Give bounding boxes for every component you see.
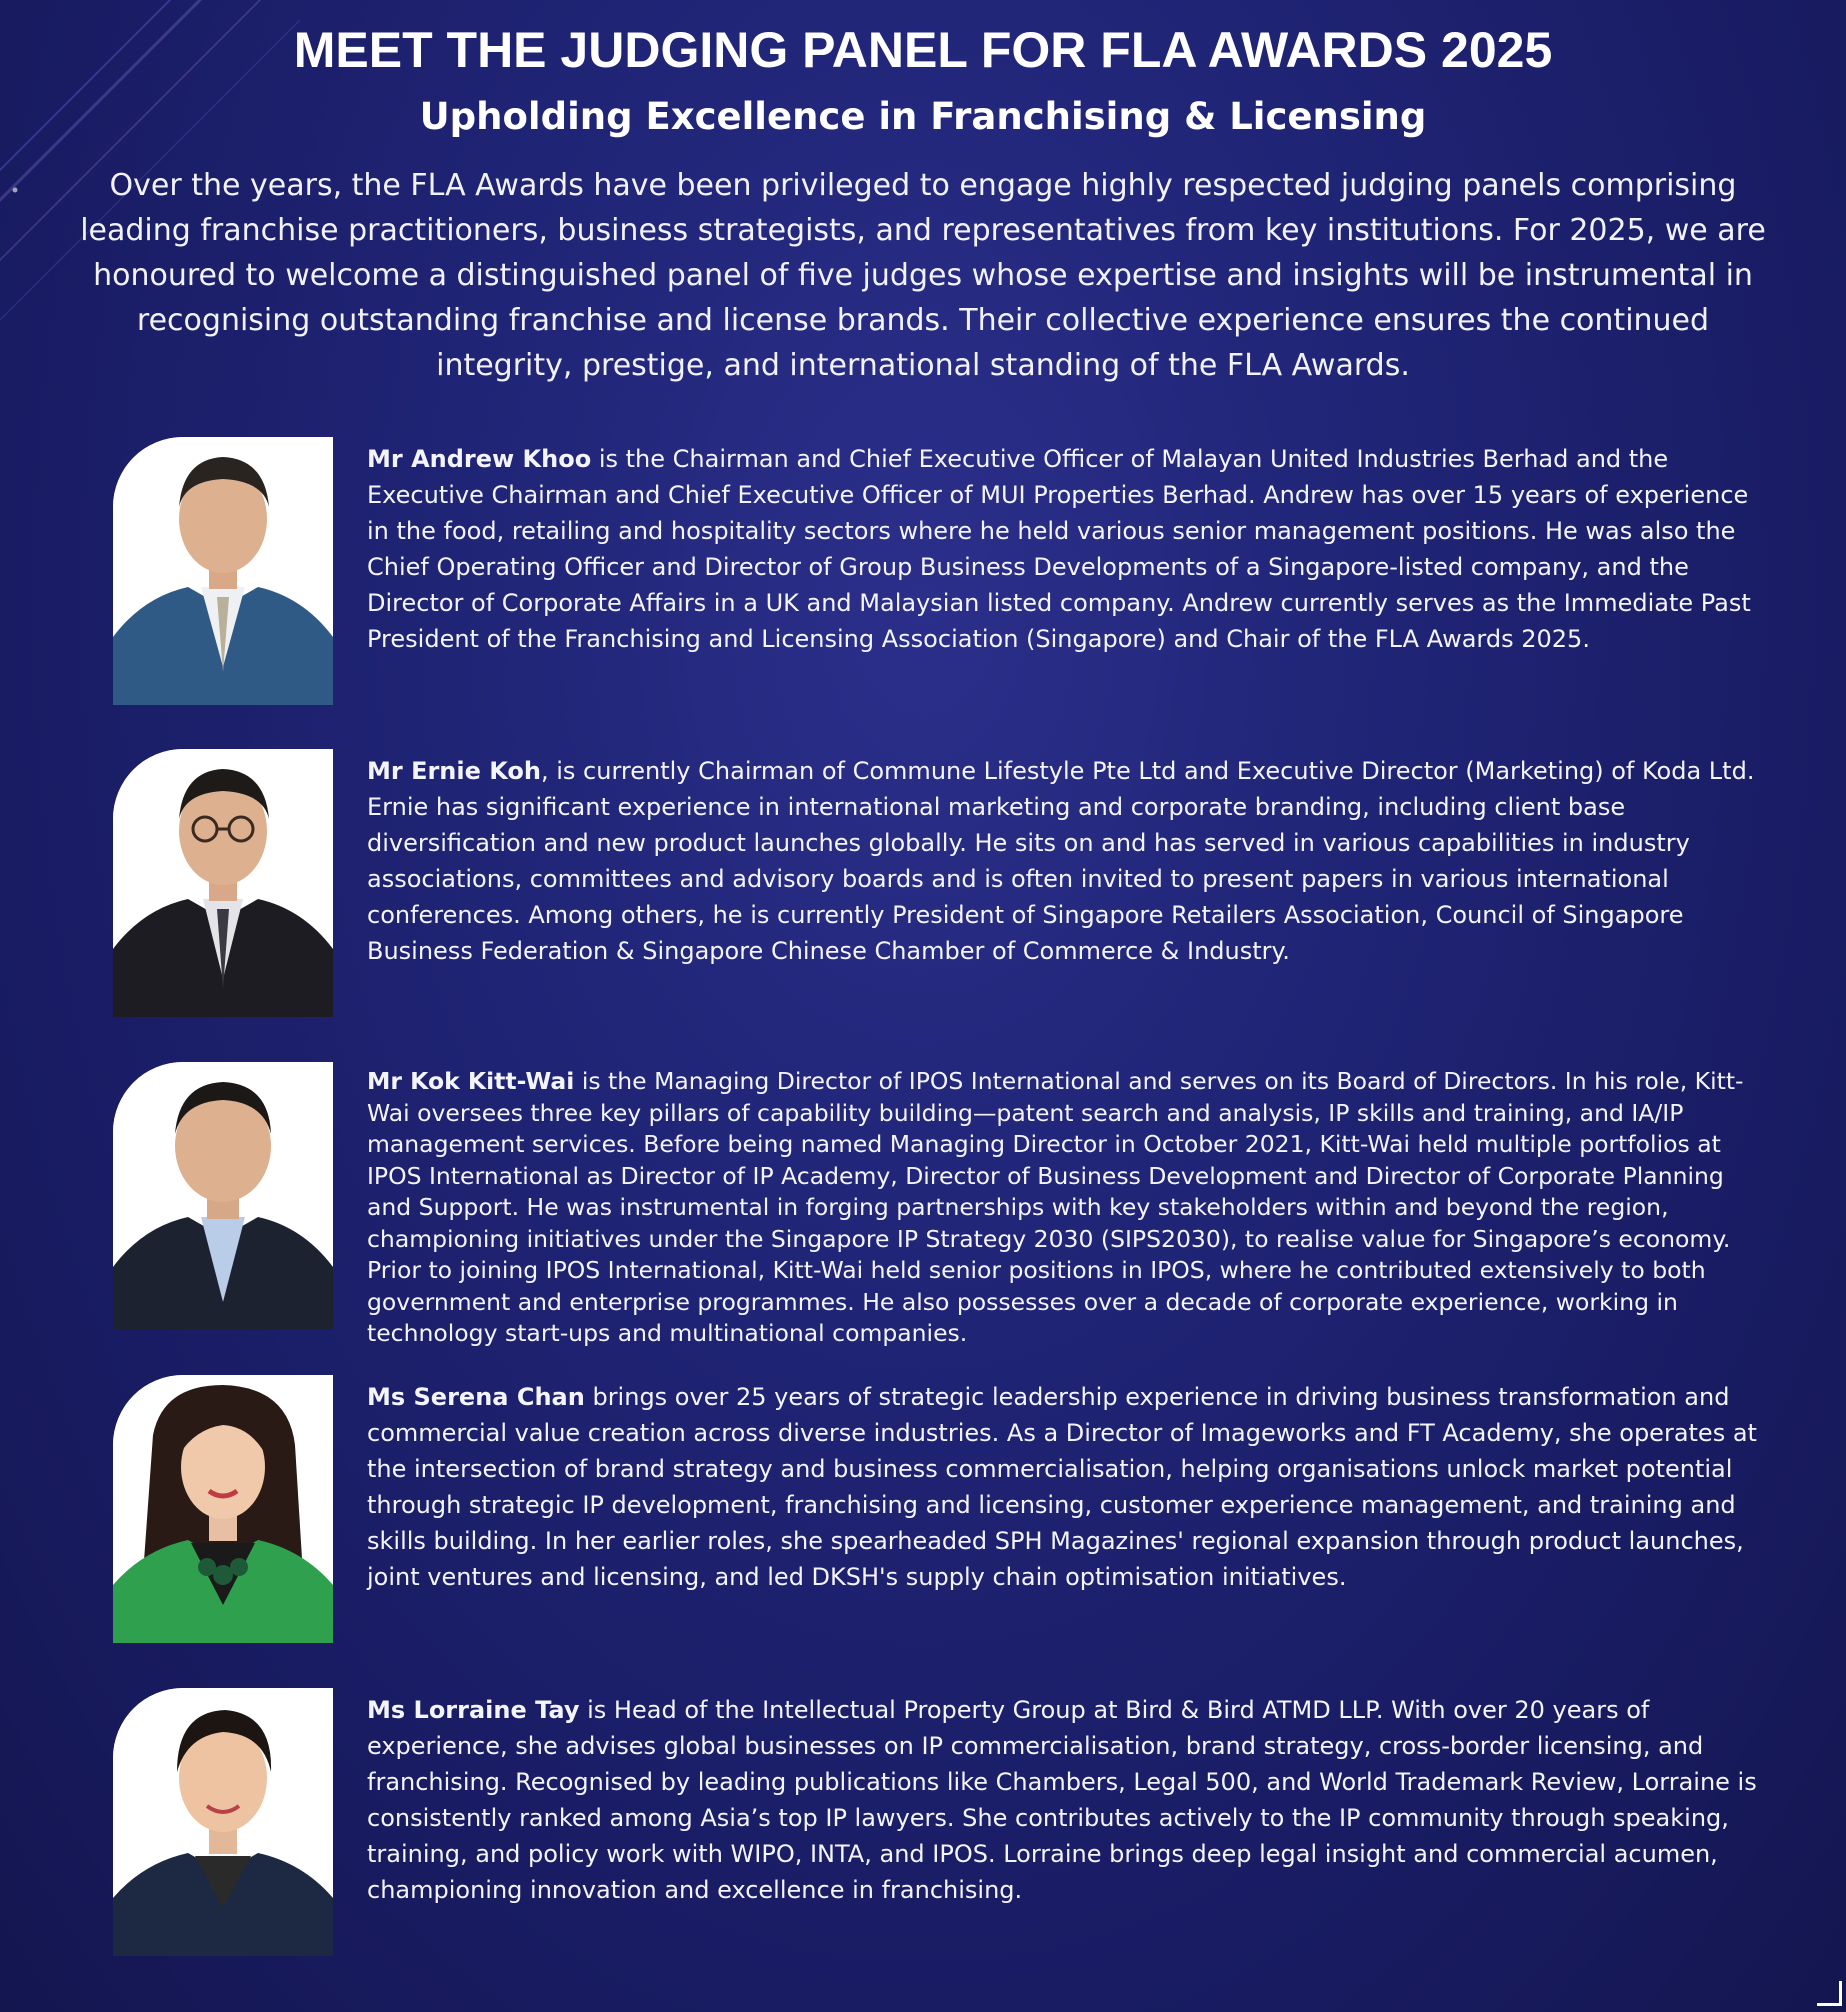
woman-in-navy-jacket-portrait [113,1688,333,1956]
judge-bio [367,753,1763,969]
judge-description: is the Managing Director of IPOS International and serves on its Board of Directors. In his role, Kitt-Wai oversees three key pillars of capability building—patent search and analysis, IP skills and training, and IA/IP management services. Before being named Managing Director in October 2021, Kitt-Wai held multiple portfolios at IPOS International as Director of IP Academy, Director of Business Development and Director of Corporate Planning and Support. He was instrumental in forging partnerships with key stakeholders within and beyond the region, championing initiatives under the Singapore IP Strategy 2030 (SIPS2030), to realise value for Singapore’s economy. Prior to joining IPOS International, Kitt-Wai held senior positions in IPOS, where he contributed extensively to both government and enterprise programmes. He also possesses over a decade of corporate experience, working in technology start-ups and multinational companies. [367,1067,1744,1347]
man-with-glasses-portrait [113,749,333,1017]
judge-photo [113,1375,333,1643]
judge-photo [113,1688,333,1956]
judge-name: Ms Lorraine Tay [367,1696,580,1724]
judge-photo [113,749,333,1017]
judge-photo [113,1062,333,1330]
judge-card [113,749,1763,1019]
judge-description: brings over 25 years of strategic leadership experience in driving business transformation and commercial value creation across diverse industries. As a Director of Imageworks and FT Academy, she operates at the intersection of brand strategy and business commercialisation, helping organisations unlock market potential through strategic IP development, franchising and licensing, customer experience management, and training and skills building. In her earlier roles, she spearheaded SPH Magazines' regional expansion through product launches, joint ventures and licensing, and led DKSH's supply chain optimisation initiatives. [367,1383,1757,1591]
judge-card [113,1688,1763,1958]
man-in-dark-suit-portrait [113,1062,333,1330]
page-subtitle: Upholding Excellence in Franchising & Licensing [419,95,1427,138]
judge-name: Mr Kok Kitt-Wai [367,1067,575,1095]
judge-description: is Head of the Intellectual Property Group at Bird & Bird ATMD LLP. With over 20 years of experience, she advises global businesses on IP commercialisation, brand strategy, cross-border licensing, and franchising. Recognised by leading publications like Chambers, Legal 500, and World Trademark Review, Lorraine is consistently ranked among Asia’s top IP lawyers. She contributes actively to the IP community through speaking, training, and policy work with WIPO, INTA, and IPOS. Lorraine brings deep legal insight and commercial acumen, championing innovation and excellence in franchising. [367,1696,1757,1904]
judge-description: , is currently Chairman of Commune Lifestyle Pte Ltd and Executive Director (Marketing) of Koda Ltd. Ernie has significant experience in international marketing and corporate branding, including client base diversification and new product launches globally. He sits on and has served in various capabilities in industry associations, committees and advisory boards and is often invited to present papers in various international conferences. Among others, he is currently President of Singapore Retailers Association, Council of Singapore Business Federation & Singapore Chinese Chamber of Commerce & Industry. [367,757,1755,965]
judge-name: Mr Andrew Khoo [367,445,592,473]
man-in-blue-suit-portrait [113,437,333,705]
judge-description: is the Chairman and Chief Executive Officer of Malayan United Industries Berhad and the Executive Chairman and Chief Executive Officer of MUI Properties Berhad. Andrew has over 15 years of experience in the food, retailing and hospitality sectors where he held various senior management positions. He was also the Chief Operating Officer and Director of Group Business Developments of a Singapore-listed company, and the Director of Corporate Affairs in a UK and Malaysian listed company. Andrew currently serves as the Immediate Past President of the Franchising and Licensing Association (Singapore) and Chair of the FLA Awards 2025. [367,445,1751,653]
judge-name: Ms Serena Chan [367,1383,585,1411]
judge-card [113,1375,1763,1645]
judge-bio [367,1379,1763,1595]
crop-mark [1817,1981,1842,2006]
woman-in-green-cardigan-portrait [113,1375,333,1643]
judge-photo [113,437,333,705]
judge-bio [367,1066,1763,1350]
intro-paragraph: Over the years, the FLA Awards have been privileged to engage highly respected judging panels comprising leading franchise practitioners, business strategists, and representatives from key institutions. For 2025, we are honoured to welcome a distinguished panel of five judges whose expertise and insights will be instrumental in recognising outstanding franchise and license brands. Their collective experience ensures the continued integrity, prestige, and international standing of the FLA Awards. [80,168,1766,383]
judge-bio [367,1692,1763,1908]
judge-card [113,1062,1763,1347]
judge-card [113,437,1763,707]
judge-name: Mr Ernie Koh [367,757,541,785]
page-title: MEET THE JUDGING PANEL FOR FLA AWARDS 2025 [293,22,1553,78]
judge-bio [367,441,1763,657]
